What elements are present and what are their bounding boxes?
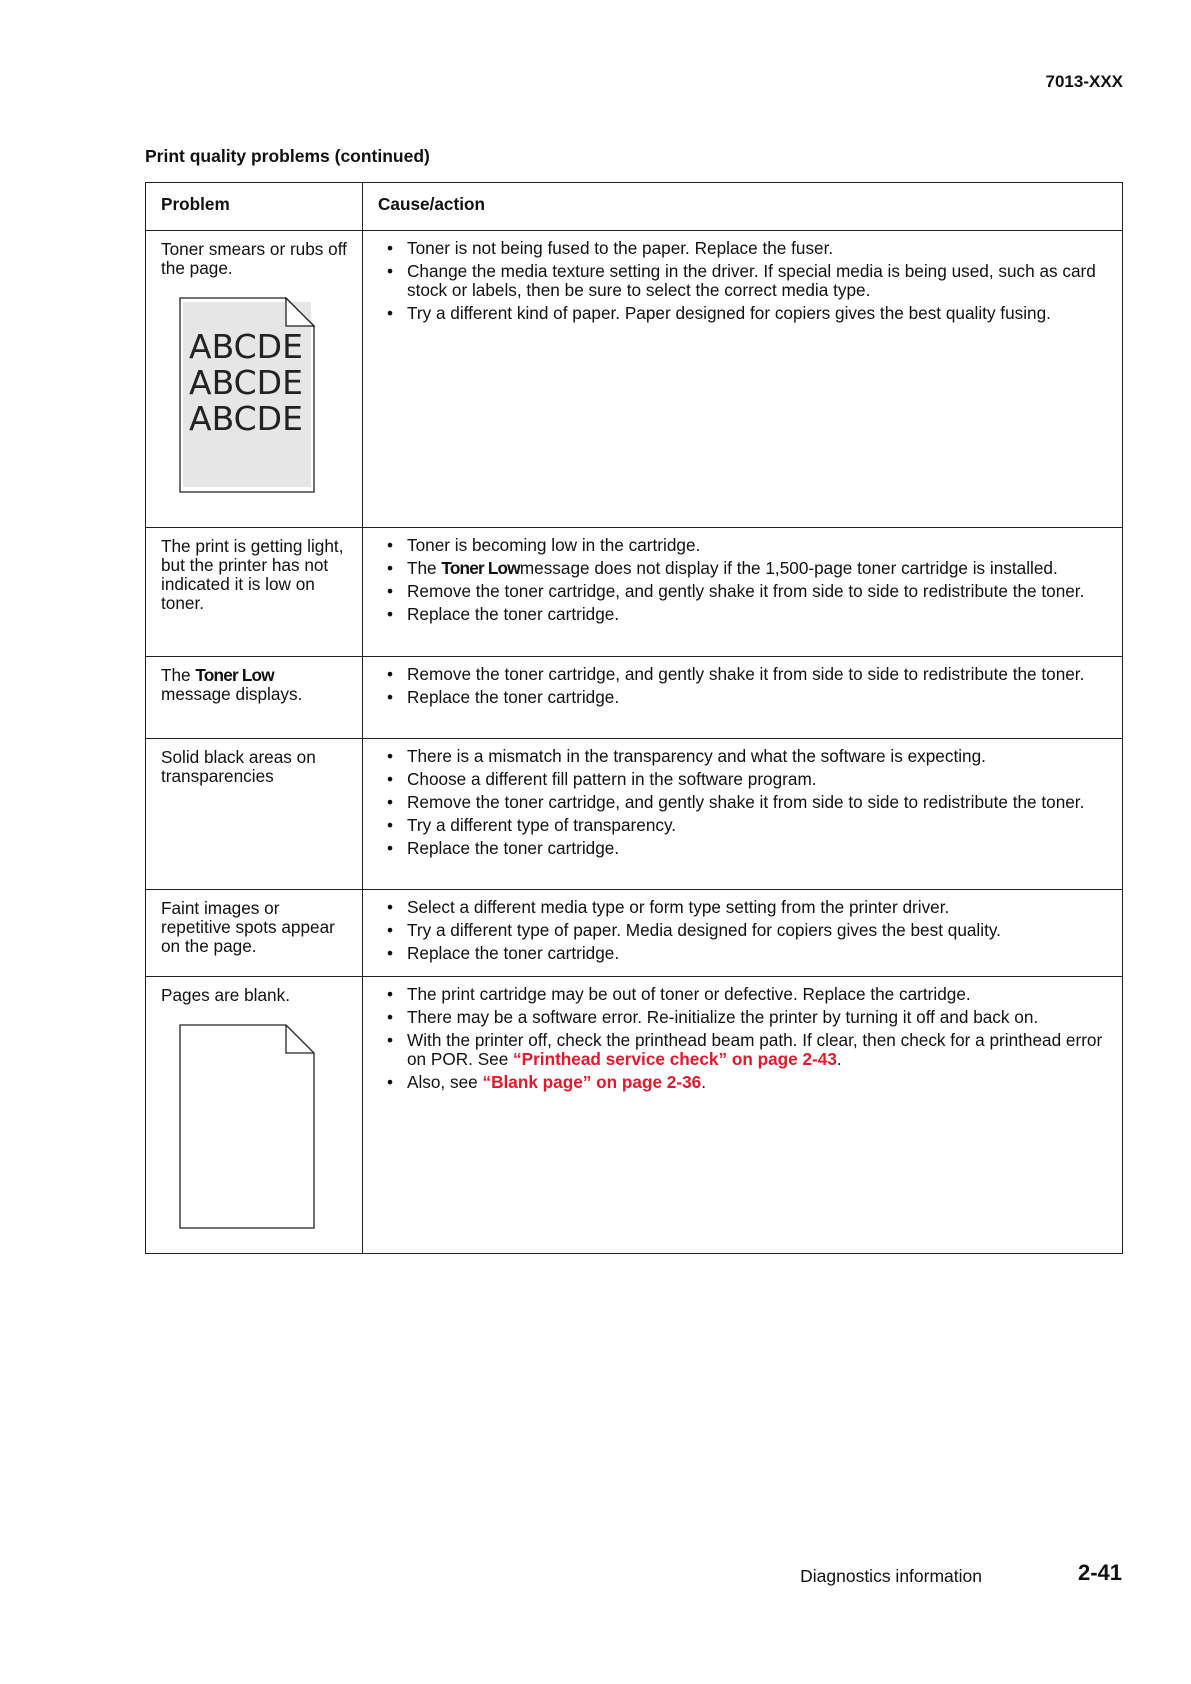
action-list	[383, 665, 1110, 707]
action-item: • Try a different type of paper. Media designed for copiers gives the best quality.	[383, 921, 1110, 940]
page-outline	[180, 1025, 314, 1228]
action-text: .	[836, 1049, 842, 1069]
action-text: .	[701, 1072, 706, 1092]
cause-cell	[363, 231, 1123, 528]
action-item: • Replace the toner cartridge.	[383, 944, 1110, 963]
table-row	[146, 528, 1123, 657]
problem-text: The print is getting light, but the printer has not indicated it is low on toner.	[161, 536, 344, 613]
table-header-row	[146, 183, 1123, 231]
problem-text: Toner smears or rubs off the page.	[161, 239, 347, 278]
problem-cell	[146, 977, 363, 1254]
action-item: • Replace the toner cartridge.	[383, 688, 1110, 707]
problem-text: Pages are blank.	[161, 985, 290, 1005]
action-item	[383, 1031, 1110, 1069]
action-item: • Toner is becoming low in the cartridge.	[383, 536, 1110, 555]
action-text: Also, see	[407, 1072, 483, 1092]
figure-text-line: ABCDE	[189, 327, 303, 366]
cause-cell	[363, 528, 1123, 657]
action-list	[383, 898, 1110, 963]
blank-page-link[interactable]: “Blank page” on page 2-36	[482, 1072, 702, 1092]
message-keyword: Toner Low	[441, 558, 520, 578]
figure-text-line: ABCDE	[189, 363, 303, 402]
action-item: • Change the media texture setting in the driver. If special media is being used, such as card stock or labels, then be sure to select the correct media type.	[383, 262, 1110, 300]
problem-cell	[146, 231, 363, 528]
message-keyword: Toner Low	[195, 665, 274, 685]
action-item: • There is a mismatch in the transparency and what the software is expecting.	[383, 747, 1110, 766]
action-list	[383, 747, 1110, 858]
action-item: • Replace the toner cartridge.	[383, 839, 1110, 858]
smeared-page-illustration	[179, 297, 316, 493]
action-text: With the printer off, check the printhead beam path. If clear, then check for a printhead error on POR. See	[407, 1030, 1103, 1069]
action-item: • Select a different media type or form type setting from the printer driver.	[383, 898, 1110, 917]
figure-text-line: ABCDE	[189, 399, 303, 438]
table-row	[146, 739, 1123, 890]
table-row	[146, 890, 1123, 977]
action-item: • The print cartridge may be out of toner or defective. Replace the cartridge.	[383, 985, 1110, 1004]
problem-cell	[146, 739, 363, 890]
action-item: • Remove the toner cartridge, and gently shake it from side to side to redistribute the toner.	[383, 665, 1110, 684]
action-list	[383, 536, 1110, 624]
action-item: • Remove the toner cartridge, and gently shake it from side to side to redistribute the toner.	[383, 793, 1110, 812]
problem-cell	[146, 528, 363, 657]
cause-cell	[363, 977, 1123, 1254]
problem-cell	[146, 890, 363, 977]
section-title: Print quality problems (continued)	[145, 146, 430, 166]
action-list	[383, 985, 1110, 1092]
action-item: • There may be a software error. Re-initialize the printer by turning it off and back on.	[383, 1008, 1110, 1027]
cause-cell	[363, 890, 1123, 977]
problem-text: Faint images or repetitive spots appear on the page.	[161, 898, 335, 956]
action-item: • Replace the toner cartridge.	[383, 605, 1110, 624]
document-id: 7013-XXX	[1045, 72, 1123, 91]
printhead-service-check-link[interactable]: “Printhead service check” on page 2-43	[513, 1049, 837, 1069]
action-item: • Toner is not being fused to the paper. Replace the fuser.	[383, 239, 1110, 258]
blank-page-illustration	[179, 1024, 316, 1229]
table-row	[146, 977, 1123, 1254]
problem-column-header: Problem	[146, 183, 363, 231]
table-row	[146, 657, 1123, 739]
action-item: • Try a different kind of paper. Paper designed for copiers gives the best quality fusing.	[383, 304, 1110, 323]
page-number: 2-41	[1077, 1560, 1122, 1585]
footer-section-name: Diagnostics information	[800, 1566, 982, 1586]
table-row	[146, 231, 1123, 528]
cause-cell	[363, 657, 1123, 739]
problem-text	[161, 666, 350, 704]
action-list	[383, 239, 1110, 323]
action-item: • Choose a different fill pattern in the software program.	[383, 770, 1110, 789]
action-item: • Try a different type of transparency.	[383, 816, 1110, 835]
problem-cell	[146, 657, 363, 739]
problem-text: Solid black areas on transparencies	[161, 747, 316, 786]
action-text: message does not display if the 1,500-page toner cartridge is installed.	[519, 558, 1058, 578]
problem-text-part: message displays.	[161, 684, 303, 704]
action-item	[383, 559, 1110, 578]
action-text: The	[407, 558, 442, 578]
cause-cell	[363, 739, 1123, 890]
action-item	[383, 1073, 1110, 1092]
cause-column-header: Cause/action	[363, 183, 1123, 231]
problem-text-part: The	[161, 665, 196, 685]
action-item: • Remove the toner cartridge, and gently shake it from side to side to redistribute the toner.	[383, 582, 1110, 601]
print-quality-table	[145, 182, 1123, 1254]
